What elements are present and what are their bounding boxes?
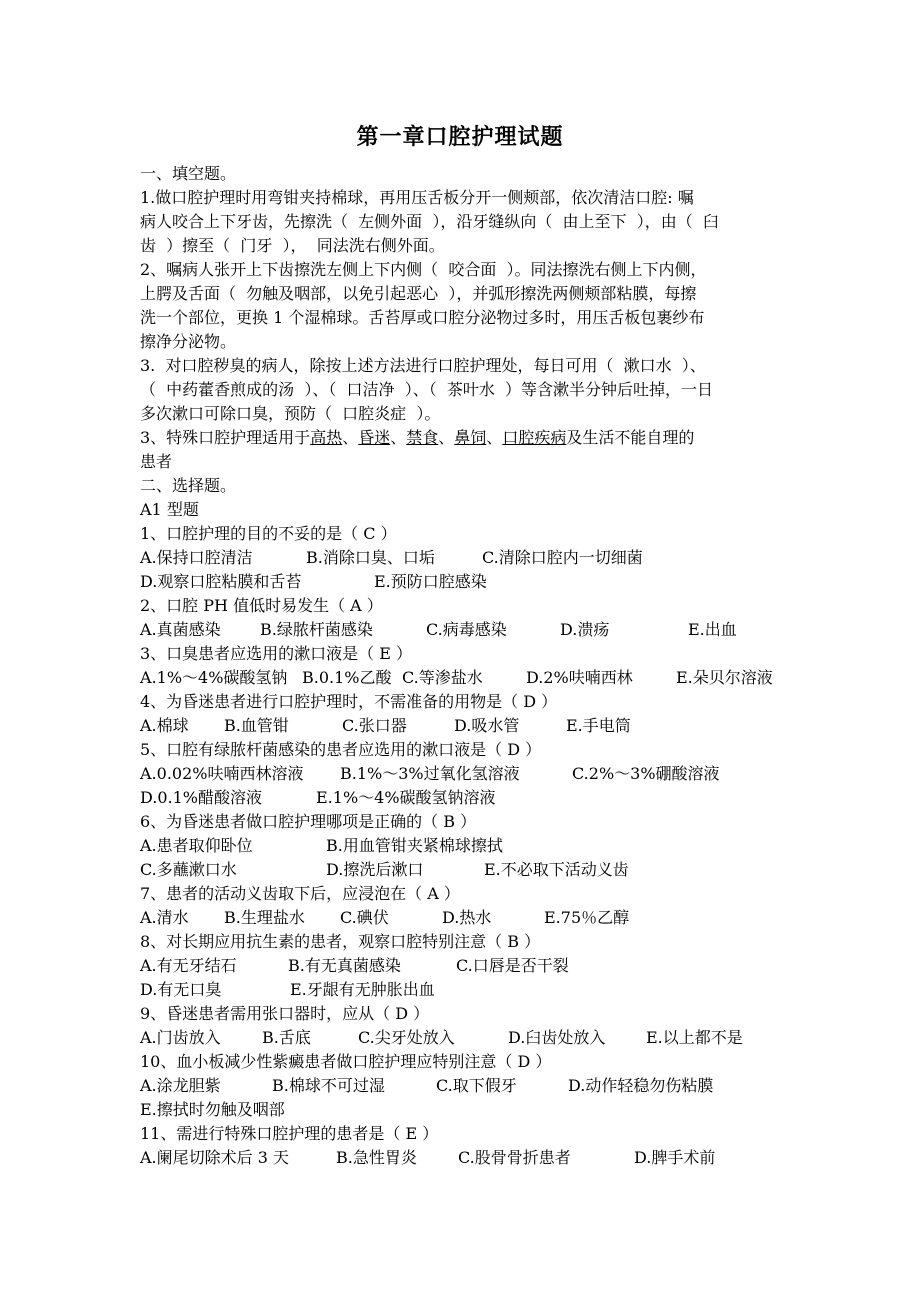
answer-option: B.血管钳 <box>224 716 289 735</box>
underlined-answer: 昏迷 <box>358 428 391 447</box>
fill-q2-line: 洗一个部位，更换 1 个湿棉球。舌苔厚或口腔分泌物过多时，用压舌板包裹纱布 <box>140 308 705 327</box>
question-list <box>140 522 790 1170</box>
fill-q3-line: 多次漱口可除口臭，预防（ 口腔炎症 ）。 <box>140 404 441 423</box>
question-stem: 10、血小板减少性紫癜患者做口腔护理应特别注意（ D ） <box>140 1052 552 1071</box>
answer-option: D.有无口臭 <box>140 980 222 999</box>
option-row <box>140 978 790 1002</box>
answer-option: C.口唇是否干裂 <box>456 956 569 975</box>
answer-option: C.张口器 <box>342 716 407 735</box>
option-row <box>140 762 790 786</box>
answer-option: A.阑尾切除术后 3 天 <box>140 1148 289 1167</box>
answer-option: E.以上都不是 <box>646 1028 743 1047</box>
option-row <box>140 1074 790 1098</box>
answer-option: C.取下假牙 <box>436 1076 517 1095</box>
underlined-answer: 鼻饲 <box>454 428 487 447</box>
question-stem: 8、对长期应用抗生素的患者，观察口腔特别注意（ B ） <box>140 932 541 951</box>
answer-option: B.生理盐水 <box>224 908 305 927</box>
answer-option: E.75％乙醇 <box>544 908 630 927</box>
fill-q4-line: 患者 <box>140 452 173 471</box>
question-stem: 5、口腔有绿脓杆菌感染的患者应选用的漱口液是（ D ） <box>140 740 542 759</box>
answer-option: A.清水 <box>140 908 189 927</box>
option-row <box>140 954 790 978</box>
answer-option: B.急性胃炎 <box>336 1148 417 1167</box>
fill-q4-line <box>140 426 790 450</box>
separator: 、 <box>438 428 455 447</box>
answer-option: B.用血管钳夹紧棉球擦拭 <box>326 836 503 855</box>
option-row <box>140 546 790 570</box>
answer-option: C.股骨骨折患者 <box>458 1148 571 1167</box>
answer-option: B.1%～3%过氧化氢溶液 <box>340 764 520 783</box>
answer-option: B.消除口臭、口垢 <box>306 548 435 567</box>
option-row <box>140 570 790 594</box>
option-row <box>140 1146 790 1170</box>
answer-option: C.病毒感染 <box>426 620 507 639</box>
fill-q2-line: 擦净分泌物。 <box>140 332 237 351</box>
fill-q1-line: 齿 ）擦至（ 门牙 ）， 同法洗右侧外面。 <box>140 236 445 255</box>
answer-option: B.0.1%乙酸 <box>302 668 392 687</box>
option-row <box>140 666 790 690</box>
answer-option: D.观察口腔粘膜和舌苔 <box>140 572 302 591</box>
answer-option: A.棉球 <box>140 716 189 735</box>
answer-option: B.舌底 <box>262 1028 311 1047</box>
separator: 、 <box>342 428 359 447</box>
answer-option: E.牙龈有无肿胀出血 <box>290 980 435 999</box>
fill-q1-line: 病人咬合上下牙齿，先擦洗（ 左侧外面 ），沿牙缝纵向（ 由上至下 ），由（ 臼 <box>140 212 719 231</box>
question-stem: 7、患者的活动义齿取下后，应浸泡在（ A ） <box>140 884 460 903</box>
answer-option: E.不必取下活动义齿 <box>484 860 629 879</box>
option-row <box>140 618 790 642</box>
option-row <box>140 786 790 810</box>
option-row <box>140 834 790 858</box>
underlined-answer: 口腔疾病 <box>502 428 567 447</box>
answer-option: D.0.1%醋酸溶液 <box>140 788 262 807</box>
answer-option: A.涂龙胆紫 <box>140 1076 221 1095</box>
answer-option: E.预防口腔感染 <box>374 572 487 591</box>
fill-q2-line: 2、嘱病人张开上下齿擦洗左侧上下内侧（ 咬合面 ）。同法擦洗右侧上下内侧， <box>140 260 707 279</box>
question-stem: 3、口臭患者应选用的漱口液是（ E ） <box>140 644 413 663</box>
option-row <box>140 1098 790 1122</box>
underlined-answer: 高热 <box>310 428 343 447</box>
question-stem: 9、昏迷患者需用张口器时，应从（ D ） <box>140 1004 430 1023</box>
fill-q4-prefix: 3、特殊口腔护理适用于 <box>140 428 311 447</box>
answer-option: C.碘伏 <box>340 908 389 927</box>
answer-option: D.热水 <box>442 908 492 927</box>
document-body <box>140 162 790 1170</box>
answer-option: A.1%～4%碳酸氢钠 <box>140 668 288 687</box>
answer-option: D.吸水管 <box>454 716 520 735</box>
question-stem: 11、需进行特殊口腔护理的患者是（ E ） <box>140 1124 439 1143</box>
separator: 、 <box>390 428 407 447</box>
fill-q2-line: 上腭及舌面（ 勿触及咽部，以免引起恶心 ），并弧形擦洗两侧颊部粘膜，每擦 <box>140 284 697 303</box>
fill-q4-suffix: 及生活不能自理的 <box>566 428 695 447</box>
answer-option: A.保持口腔清洁 <box>140 548 253 567</box>
answer-option: C.清除口腔内一切细菌 <box>482 548 643 567</box>
answer-option: C.等渗盐水 <box>402 668 483 687</box>
answer-option: D.溃疡 <box>560 620 610 639</box>
question-stem: 1、口腔护理的目的不妥的是（ C ） <box>140 524 397 543</box>
fill-q3-line: （ 中药藿香煎成的汤 ）、（ 口洁净 ）、（ 茶叶水 ）等含漱半分钟后吐掉，一日 <box>140 380 714 399</box>
separator: 、 <box>486 428 503 447</box>
answer-option: B.绿脓杆菌感染 <box>260 620 373 639</box>
underlined-answer: 禁食 <box>406 428 439 447</box>
answer-option: A.门齿放入 <box>140 1028 221 1047</box>
answer-option: E.手电筒 <box>566 716 631 735</box>
page-title: 第一章口腔护理试题 <box>356 124 564 150</box>
question-stem: 2、口腔 PH 值低时易发生（ A ） <box>140 596 383 615</box>
answer-option: A.0.02%呋喃西林溶液 <box>140 764 304 783</box>
answer-option: D.脾手术前 <box>634 1148 716 1167</box>
option-row <box>140 858 790 882</box>
section-heading: 一、填空题。 <box>140 164 237 183</box>
section-heading: 二、选择题。 <box>140 476 237 495</box>
option-row <box>140 714 790 738</box>
answer-option: D.动作轻稳勿伤粘膜 <box>568 1076 714 1095</box>
answer-option: E.朵贝尔溶液 <box>676 668 773 687</box>
question-stem: 6、为昏迷患者做口腔护理哪项是正确的（ B ） <box>140 812 477 831</box>
option-row <box>140 1026 790 1050</box>
answer-option: C.2%～3%硼酸溶液 <box>572 764 720 783</box>
question-type: A1 型题 <box>140 500 199 519</box>
answer-option: B.棉球不可过湿 <box>272 1076 385 1095</box>
answer-option: B.有无真菌感染 <box>288 956 401 975</box>
option-row <box>140 906 790 930</box>
answer-option: A.有无牙结石 <box>140 956 237 975</box>
answer-option: E.1%～4%碳酸氢钠溶液 <box>316 788 496 807</box>
answer-option: A.患者取仰卧位 <box>140 836 253 855</box>
answer-option: D.2%呋喃西林 <box>526 668 633 687</box>
answer-option: D.擦洗后漱口 <box>326 860 424 879</box>
fill-q3-line: 3. 对口腔秽臭的病人，除按上述方法进行口腔护理处，每日可用（ 漱口水 ）、 <box>140 356 706 375</box>
answer-option: E.擦拭时勿触及咽部 <box>140 1100 285 1119</box>
fill-q1-line: 1.做口腔护理时用弯钳夹持棉球，再用压舌板分开一侧颊部，依次清洁口腔: 嘱 <box>140 188 694 207</box>
question-stem: 4、为昏迷患者进行口腔护理时，不需准备的用物是（ D ） <box>140 692 558 711</box>
answer-option: D.臼齿处放入 <box>508 1028 606 1047</box>
answer-option: E.出血 <box>688 620 737 639</box>
answer-option: A.真菌感染 <box>140 620 221 639</box>
answer-option: C.尖牙处放入 <box>358 1028 455 1047</box>
answer-option: C.多蘸漱口水 <box>140 860 237 879</box>
